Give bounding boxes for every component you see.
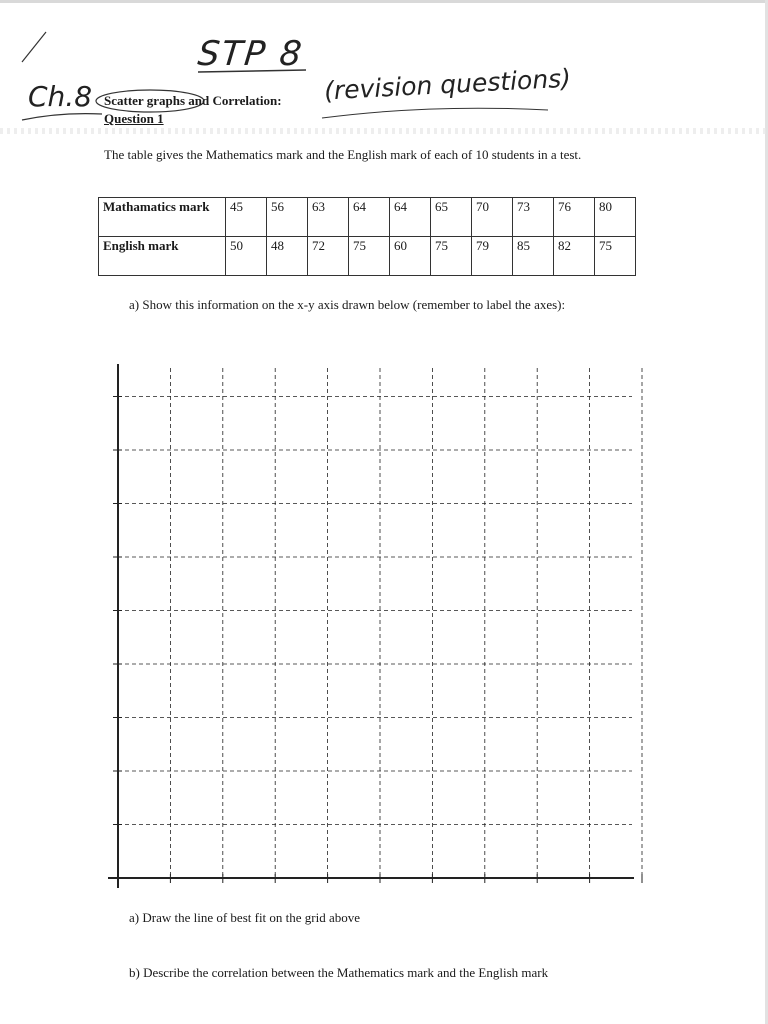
table-cell: 76 <box>554 198 595 237</box>
table-cell: 75 <box>431 237 472 276</box>
table-cell: 79 <box>472 237 513 276</box>
table-cell: 80 <box>595 198 636 237</box>
table-cell: 82 <box>554 237 595 276</box>
row-label-english: English mark <box>99 237 226 276</box>
question-a-text: a) Show this information on the x-y axis drawn below (remember to label the axes): <box>129 297 566 312</box>
table-cell: 56 <box>267 198 308 237</box>
handwritten-title: STP 8 <box>195 34 306 74</box>
table-cell: 73 <box>513 198 554 237</box>
table-cell: 48 <box>267 237 308 276</box>
table-cell: 63 <box>308 198 349 237</box>
handwritten-note: (revision questions) <box>323 63 572 106</box>
question-a2-text: a) Draw the line of best fit on the grid above <box>129 910 361 925</box>
table-cell: 64 <box>349 198 390 237</box>
table-cell: 70 <box>472 198 513 237</box>
table-cell: 64 <box>390 198 431 237</box>
section-heading: Scatter graphs and Correlation: <box>104 93 282 108</box>
table-cell: 60 <box>390 237 431 276</box>
table-cell: 72 <box>308 237 349 276</box>
question-b-text: b) Describe the correlation between the Mathematics mark and the English mark <box>129 965 549 980</box>
table-cell: 45 <box>226 198 267 237</box>
handwritten-chapter: Ch.8 <box>28 80 93 113</box>
table-cell: 65 <box>431 198 472 237</box>
table-cell: 85 <box>513 237 554 276</box>
intro-text: The table gives the Mathematics mark and the English mark of each of 10 students in a test. <box>104 147 582 162</box>
row-label-math: Mathamatics mark <box>99 198 226 237</box>
table-cell: 75 <box>349 237 390 276</box>
table-cell: 75 <box>595 237 636 276</box>
table-cell: 50 <box>226 237 267 276</box>
question-label: Question 1 <box>104 111 164 126</box>
